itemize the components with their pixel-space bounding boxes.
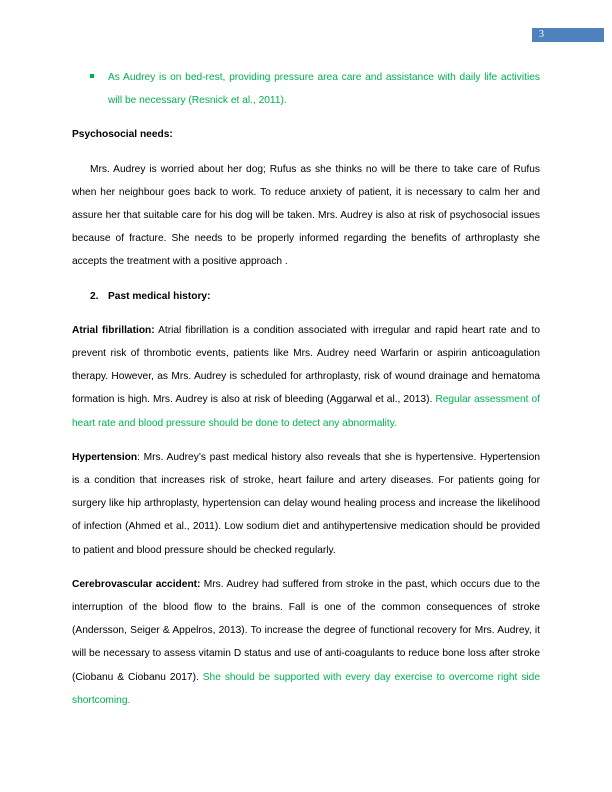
cerebrovascular-body: Mrs. Audrey had suffered from stroke in the past, which occurs due to the interruption of the blood flow to the brains. Fall is one of the common consequences of stroke (Andersson, Seiger & Appelros, 2013). To increase the degree of functional recovery for Mrs. Audrey, it will be necessary to assess vitamin D status and use of anti-coagulants to reduce bone loss after stroke (Ciobanu & Ciobanu 2017). <box>72 578 540 683</box>
cerebrovascular-term: Cerebrovascular accident: <box>72 578 201 590</box>
atrial-fibrillation-paragraph <box>72 319 540 435</box>
atrial-fibrillation-body: Atrial fibrillation is a condition associated with irregular and rapid heart rate and to prevent risk of thrombotic events, patients like Mrs. Audrey need Warfarin or aspirin anticoagulation therapy. However, as Mrs. Audrey is scheduled for arthroplasty, risk of wound drainage and hematoma formation is high. Mrs. Audrey is also at risk of bleeding (Aggarwal et al., 2013). <box>72 324 541 406</box>
atrial-fibrillation-term: Atrial fibrillation: <box>72 324 155 336</box>
bullet-square-icon <box>90 74 94 78</box>
page-number: 3 <box>539 29 544 40</box>
past-medical-history-heading <box>72 285 540 308</box>
hypertension-body: : Mrs. Audrey’s past medical history also reveals that she is hypertensive. Hypertension is a condition that increases risk of stroke, heart failure and artery diseases. For patients going for surgery like hip arthroplasty, hypertension can delay wound healing process and increase the likelihood of infection (Ahmed et al., 2011). Low sodium diet and antihypertensive medication should be provided to patient and blood pressure should be checked regularly. <box>72 451 540 556</box>
bullet-item <box>72 66 540 112</box>
hypertension-paragraph <box>72 446 540 562</box>
psychosocial-paragraph: Mrs. Audrey is worried about her dog; Rufus as she thinks no will be there to take care of Rufus when her neighbour goes back to work. To reduce anxiety of patient, it is necessary to calm her and assure her that suitable care for his dog will be taken. Mrs. Audrey is also at risk of psychosocial issues because of fracture. She needs to be properly informed regarding the benefits of arthroplasty she accepts the treatment with a positive approach . <box>72 163 540 268</box>
atrial-fibrillation-highlight: Regular assessment of heart rate and blood pressure should be done to detect any abnormality. <box>72 394 540 429</box>
document-body <box>72 66 540 712</box>
cerebrovascular-highlight: She should be supported with every day exercise to overcome right side shortcoming. <box>72 671 541 706</box>
hypertension-term: Hypertension <box>72 451 138 463</box>
section-title: Past medical history: <box>108 290 211 302</box>
bullet-text: As Audrey is on bed-rest, providing pressure area care and assistance with daily life activities will be necessary (Resnick et al., 2011). <box>108 72 540 107</box>
cerebrovascular-paragraph <box>72 573 540 712</box>
section-number: 2. <box>90 290 99 302</box>
page-number-bar <box>532 28 604 42</box>
psychosocial-heading: Psychosocial needs: <box>72 129 173 141</box>
